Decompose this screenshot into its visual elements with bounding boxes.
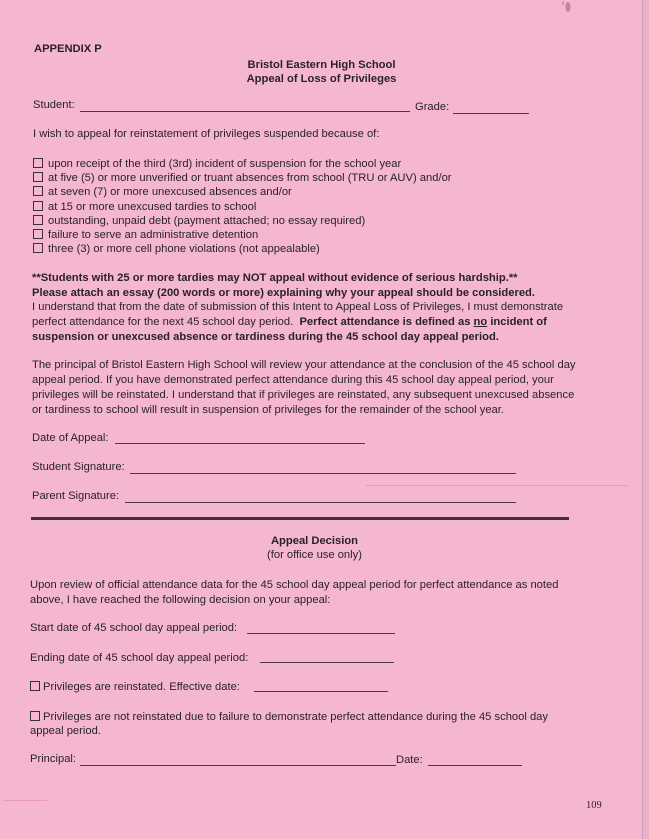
- decision-review-line-1: Upon review of official attendance data for the 45 school day appeal period for perfect attendance as noted: [30, 579, 559, 591]
- grade-label: Grade:: [415, 101, 450, 113]
- faint-rule: [366, 485, 628, 486]
- checkbox[interactable]: [33, 215, 43, 225]
- start-date-field[interactable]: [247, 633, 395, 634]
- student-signature-field[interactable]: [130, 473, 516, 474]
- review-line-2: appeal period. If you have demonstrated perfect attendance during this 45 school day appeal period, your: [32, 374, 554, 386]
- reason-label: at seven (7) or more unexcused absences and/or: [48, 186, 292, 199]
- not-reinstated-label: Privileges are not reinstated due to failure to demonstrate perfect attendance during the 45 school day: [43, 711, 548, 723]
- reinstated-option: [30, 680, 240, 694]
- checkbox[interactable]: [33, 158, 43, 168]
- school-name: Bristol Eastern High School: [247, 59, 396, 71]
- reason-item: [33, 228, 452, 242]
- reason-item: [33, 171, 452, 185]
- ink-smudge-mark: [560, 0, 572, 14]
- appendix-label: APPENDIX P: [34, 43, 102, 55]
- not-reinstated-line-2: appeal period.: [30, 725, 101, 737]
- reason-label: three (3) or more cell phone violations (not appealable): [48, 243, 320, 256]
- decision-subtitle: (for office use only): [267, 549, 362, 561]
- parent-signature-field[interactable]: [125, 502, 516, 503]
- student-signature-label: Student Signature:: [32, 461, 125, 473]
- date-of-appeal-field[interactable]: [115, 443, 365, 444]
- start-date-label: Start date of 45 school day appeal period:: [30, 622, 238, 634]
- parent-signature-label: Parent Signature:: [32, 490, 120, 502]
- reason-label: upon receipt of the third (3rd) incident of suspension for the school year: [48, 158, 402, 170]
- student-field[interactable]: [80, 111, 410, 112]
- reason-label: at 15 or more unexcused tardies to school: [48, 200, 257, 213]
- principal-date-field[interactable]: [428, 765, 522, 766]
- definition-part-b: incident of: [490, 316, 547, 328]
- reason-item: [33, 157, 452, 171]
- faint-mark: [3, 800, 47, 801]
- reason-item: [33, 242, 452, 256]
- definition-line-2: suspension or unexcused absence or tardiness during the 45 school day appeal period.: [32, 331, 499, 343]
- page-edge: [642, 0, 649, 839]
- definition-part-a: Perfect attendance is defined as: [299, 316, 471, 328]
- reason-item: [33, 214, 452, 228]
- reason-item: [33, 200, 452, 214]
- not-reinstated-option: [30, 710, 548, 724]
- understand-line-1: I understand that from the date of submission of this Intent to Appeal Loss of Privileges, I must demonstrate: [32, 301, 564, 313]
- checkbox[interactable]: [33, 229, 43, 239]
- reinstated-label: Privileges are reinstated. Effective date:: [43, 681, 240, 693]
- decision-review-line-2: above, I have reached the following decision on your appeal:: [30, 594, 331, 606]
- effective-date-field[interactable]: [254, 691, 388, 692]
- checkbox[interactable]: [33, 243, 43, 253]
- review-line-3: privileges will be reinstated. I understand that if privileges are reinstated, any subsequent unexcused absence: [32, 389, 575, 401]
- student-label: Student:: [33, 99, 75, 111]
- reason-item: [33, 185, 452, 199]
- date-of-appeal-label: Date of Appeal:: [32, 432, 109, 444]
- essay-instruction: Please attach an essay (200 words or more) explaining why your appeal should be considered.: [32, 287, 535, 299]
- checkbox[interactable]: [33, 172, 43, 182]
- principal-label: Principal:: [30, 753, 77, 765]
- reason-label: outstanding, unpaid debt (payment attached; no essay required): [48, 214, 366, 227]
- reason-label: at five (5) or more unverified or truant absences from school (TRU or AUV) and/or: [48, 172, 452, 185]
- form-title: Appeal of Loss of Privileges: [246, 73, 397, 85]
- understand-text: perfect attendance for the next 45 school day period.: [32, 316, 294, 328]
- end-date-label: Ending date of 45 school day appeal period:: [30, 652, 249, 664]
- reinstated-checkbox[interactable]: [30, 681, 40, 691]
- section-divider: [31, 517, 569, 520]
- not-reinstated-checkbox[interactable]: [30, 711, 40, 721]
- understand-line-2: [32, 315, 547, 329]
- principal-signature-field[interactable]: [80, 765, 396, 766]
- intro-text: I wish to appeal for reinstatement of privileges suspended because of:: [33, 128, 380, 140]
- page-number: 109: [586, 800, 602, 811]
- tardies-warning: **Students with 25 or more tardies may NOT appeal without evidence of serious hardship.**: [32, 272, 518, 284]
- date-label: Date:: [396, 754, 423, 766]
- reason-label: failure to serve an administrative detention: [48, 228, 259, 241]
- review-line-1: The principal of Bristol Eastern High School will review your attendance at the conclusion of the 45 school day: [32, 359, 576, 371]
- checkbox[interactable]: [33, 186, 43, 196]
- grade-field[interactable]: [453, 113, 529, 114]
- end-date-field[interactable]: [260, 662, 394, 663]
- definition-text: [299, 316, 546, 328]
- decision-title: Appeal Decision: [270, 535, 359, 547]
- review-line-4: or tardiness to school will result in suspension of privileges for the remainder of the school year.: [32, 404, 504, 416]
- definition-no: no: [473, 316, 488, 328]
- checkbox[interactable]: [33, 201, 43, 211]
- reasons-list: [33, 157, 452, 256]
